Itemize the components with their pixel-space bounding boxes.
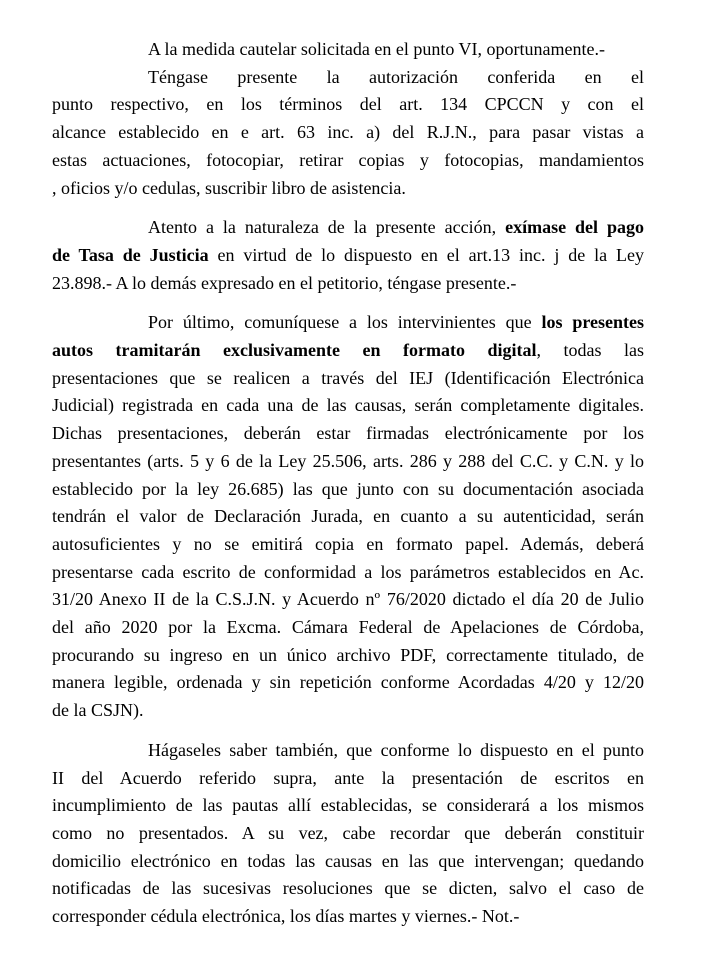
document-text xyxy=(52,36,644,931)
text-line xyxy=(52,91,644,119)
text-segment: procurando su ingreso en un único archivo PDF, correctamente titulado, de xyxy=(52,644,644,665)
text-line xyxy=(52,697,644,725)
text-line xyxy=(52,531,644,559)
bold-text: de Tasa de Justicia xyxy=(52,244,209,265)
text-segment: Téngase presente la autorización conferida en el xyxy=(148,66,644,87)
bold-text: autos tramitarán exclusivamente en formato digital xyxy=(52,340,537,361)
text-line xyxy=(52,765,644,793)
text-line xyxy=(52,64,644,92)
text-line xyxy=(52,792,644,820)
text-line xyxy=(52,642,644,670)
text-segment: presentarse cada escrito de conformidad a los parámetros establecidos en Ac. xyxy=(52,561,644,582)
text-line xyxy=(52,309,644,337)
bold-text: exímase del pago xyxy=(505,217,645,238)
text-segment: Hágaseles saber también, que conforme lo dispuesto en el punto xyxy=(148,739,644,760)
text-segment: como no presentados. A su vez, cabe recordar que deberán constituir xyxy=(52,822,644,843)
text-line xyxy=(52,586,644,614)
text-line xyxy=(52,848,644,876)
text-segment: de la CSJN). xyxy=(52,700,144,721)
text-segment: 31/20 Anexo II de la C.S.J.N. y Acuerdo nº 76/2020 dictado el día 20 de Julio xyxy=(52,589,644,610)
text-line xyxy=(52,503,644,531)
text-segment: Dichas presentaciones, deberán estar firmadas electrónicamente por los xyxy=(52,423,644,444)
text-line xyxy=(52,270,644,298)
paragraph xyxy=(52,214,644,297)
text-line xyxy=(52,214,644,242)
text-segment: presentaciones que se realicen a través del IEJ (Identificación Electrónica xyxy=(52,367,644,388)
text-segment: , todas las xyxy=(536,340,644,361)
text-segment: punto respectivo, en los términos del art. 134 CPCCN y con el xyxy=(52,94,644,115)
text-segment: A la medida cautelar solicitada en el punto VI, oportunamente.- xyxy=(148,39,606,59)
text-line xyxy=(52,119,644,147)
text-segment: , oficios y/o cedulas, suscribir libro de asistencia. xyxy=(52,177,406,198)
text-line xyxy=(52,820,644,848)
text-line xyxy=(52,365,644,393)
text-segment: 23.898.- A lo demás expresado en el petitorio, téngase presente.- xyxy=(52,272,517,293)
text-segment: II del Acuerdo referido supra, ante la presentación de escritos en xyxy=(52,767,644,788)
text-segment: tendrán el valor de Declaración Jurada, en cuanto a su autenticidad, serán xyxy=(52,506,644,527)
text-line xyxy=(52,448,644,476)
text-segment: incumplimiento de las pautas allí establecidas, se considerará a los mismos xyxy=(52,795,644,816)
text-line xyxy=(52,875,644,903)
paragraph xyxy=(52,309,644,725)
bold-text: los presentes xyxy=(541,312,644,333)
text-line xyxy=(52,175,644,203)
text-segment: establecido por la ley 26.685) las que junto con su documentación asociada xyxy=(52,478,644,499)
text-segment: presentantes (arts. 5 y 6 de la Ley 25.506, arts. 286 y 288 del C.C. y C.N. y lo xyxy=(52,450,644,471)
paragraph xyxy=(52,64,644,203)
text-segment: autosuficientes y no se emitirá copia en formato papel. Además, deberá xyxy=(52,533,644,554)
text-segment: Por último, comuníquese a los intervinientes que xyxy=(148,312,542,333)
text-segment: alcance establecido en e art. 63 inc. a) del R.J.N., para pasar vistas a xyxy=(52,122,644,143)
text-segment: del año 2020 por la Excma. Cámara Federal de Apelaciones de Córdoba, xyxy=(52,617,644,638)
text-line xyxy=(52,392,644,420)
text-line xyxy=(52,476,644,504)
text-segment: corresponder cédula electrónica, los días martes y viernes.- Not.- xyxy=(52,906,520,927)
text-line xyxy=(52,559,644,587)
text-segment: en virtud de lo dispuesto en el art.13 inc. j de la Ley xyxy=(208,244,644,265)
text-line xyxy=(52,420,644,448)
text-segment: Judicial) registrada en cada una de las causas, serán completamente digitales. xyxy=(52,395,644,416)
text-segment: Atento a la naturaleza de la presente acción, xyxy=(148,217,506,238)
paragraph xyxy=(52,737,644,931)
text-line xyxy=(52,242,644,270)
text-segment: domicilio electrónico en todas las causas en las que intervengan; quedando xyxy=(52,850,644,871)
text-line xyxy=(52,147,644,175)
text-line xyxy=(52,36,644,64)
text-line xyxy=(52,337,644,365)
text-segment: notificadas de las sucesivas resoluciones que se dicten, salvo el caso de xyxy=(52,878,644,899)
text-line xyxy=(52,669,644,697)
text-line xyxy=(52,737,644,765)
text-segment: manera legible, ordenada y sin repetición conforme Acordadas 4/20 y 12/20 xyxy=(52,672,644,693)
paragraph xyxy=(52,36,644,64)
text-line xyxy=(52,614,644,642)
text-line xyxy=(52,903,644,931)
text-segment: estas actuaciones, fotocopiar, retirar copias y fotocopias, mandamientos xyxy=(52,149,644,170)
